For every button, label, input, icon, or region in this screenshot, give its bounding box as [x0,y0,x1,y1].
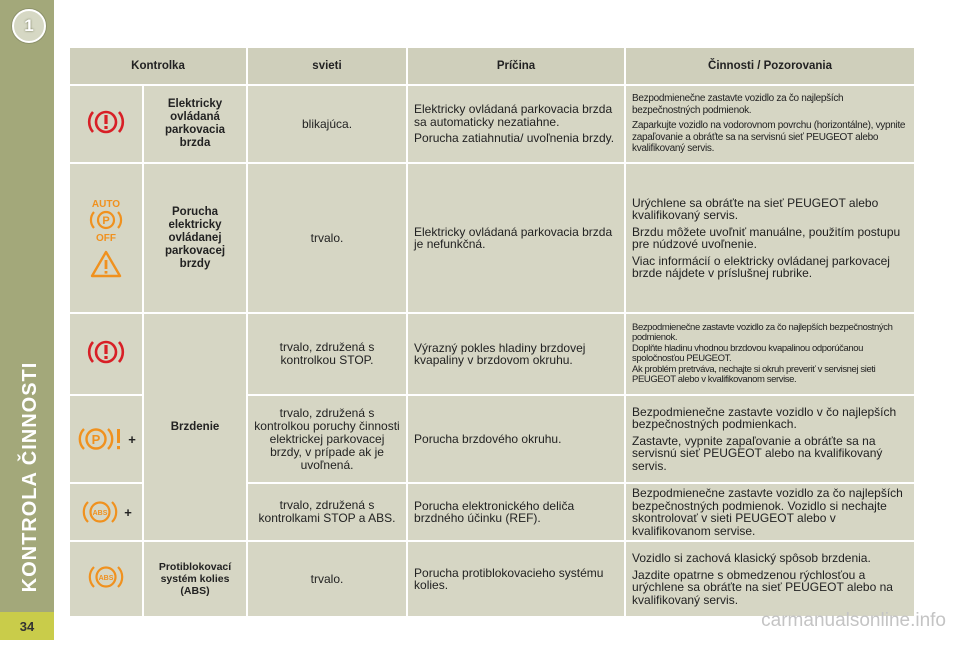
row-pricina [407,395,625,483]
watermark: carmanualsonline.info [761,610,946,631]
row-pricina [407,483,625,541]
header-cinnosti: Činnosti / Pozorovania [625,47,915,85]
page-number: 34 [0,612,54,640]
table-row [69,85,915,163]
cinnosti-text: Viac informácií o elektricky ovládanej parkovacej brzde nájdete v príslušnej rubrike. [632,253,890,280]
header-svieti: svieti [247,47,407,85]
row-svieti: blikajúca. [247,85,407,163]
row-name: Porucha elektricky ovládanej parkovacej brzdy [143,163,247,313]
icon-cell [69,313,143,395]
chapter-title: KONTROLA ČINNOSTI [19,361,41,593]
brake-warning-icon [86,107,126,137]
warning-lights-table [68,46,916,618]
row-svieti: trvalo, združená s kontrolkou poruchy činnosti elektrickej parkovacej brzdy, v prípade ak je uvoľnená. [247,395,407,483]
cinnosti-text: Doplňte hladinu vhodnou brzdovou kvapalinou odporúčanou spoločnosťou PEUGEOT. [632,342,864,364]
table-row [69,163,915,313]
svg-text:P: P [91,432,101,447]
header-kontrolka: Kontrolka [69,47,247,85]
row-svieti: trvalo. [247,163,407,313]
auto-label: AUTO [91,199,121,210]
icon-cell [69,395,143,483]
row-pricina [407,313,625,395]
cinnosti-text: Bezpodmienečne zastavte vozidlo za čo najlepších bezpečnostných podmienok. [632,93,844,116]
abs-icon [80,497,120,527]
pricina-text: Porucha protiblokovacieho systému kolies. [414,565,604,592]
cinnosti-text: Ak problém pretrváva, nechajte si okruh preveriť v servisnej sieti PEUGEOT alebo v kvalifikovanom servise. [632,363,876,385]
abs-label: ABS [98,574,114,582]
icon-cell [69,163,143,313]
pricina-text: Porucha elektronického deliča brzdného účinku (REF). [414,498,575,525]
plus-sign: + [128,431,136,447]
table-row [69,313,915,395]
header-pricina: Príčina [407,47,625,85]
row-pricina [407,163,625,313]
cinnosti-text: Urýchlene sa obráťte na sieť PEUGEOT alebo kvalifikovaný servis. [632,195,879,222]
sidebar [0,0,54,640]
abs-icon [86,562,126,592]
row-svieti: trvalo. [247,541,407,617]
cinnosti-text: Zaparkujte vozidlo na vodorovnom povrchu (horizontálne), vypnite zapaľovanie a obráťte sa na servisnú sieť PEUGEOT alebo kvalifikovaný servis. [632,120,906,155]
cinnosti-text: Brzdu môžete uvoľniť manuálne, použitím postupu pre núdzové uvoľnenie. [632,224,901,251]
abs-label: ABS [92,510,108,517]
parking-brake-fault-icon [76,424,124,454]
icon-cell [69,85,143,163]
row-name: Protiblokovací systém kolies (ABS) [143,541,247,617]
cinnosti-text: Vozidlo si zachová klasický spôsob brzdenia. [632,551,871,565]
row-cinnosti [625,85,915,163]
cinnosti-text: Jazdite opatrne s obmedzenou rýchlosťou a urýchlene sa obráťte na sieť PEUGEOT alebo na kvalifikovaný servis. [632,567,893,607]
cinnosti-text: Bezpodmienečne zastavte vozidlo v čo najlepších bezpečnostných podmienkach. [632,404,897,432]
warning-triangle-icon [89,249,123,279]
table-header-row [69,47,915,85]
row-svieti: trvalo, združená s kontrolkou STOP. [247,313,407,395]
row-pricina [407,85,625,163]
icon-cell [69,483,143,541]
row-cinnosti [625,163,915,313]
row-pricina [407,541,625,617]
pricina-text: Porucha zatiahnutia/ uvoľnenia brzdy. [414,131,615,146]
plus-sign: + [124,504,132,520]
row-cinnosti [625,541,915,617]
auto-p-off-icon [84,197,128,243]
table-row [69,541,915,617]
icon-cell [69,541,143,617]
row-cinnosti [625,313,915,395]
row-svieti: trvalo, združená s kontrolkami STOP a ABS. [247,483,407,541]
row-name: Brzdenie [143,313,247,541]
pricina-text: Porucha brzdového okruhu. [414,431,562,446]
svg-text:P: P [102,215,110,227]
off-label: OFF [96,233,116,243]
pricina-text: Výrazný pokles hladiny brzdovej kvapaliny v brzdovom okruhu. [414,340,586,367]
pricina-text: Elektricky ovládaná parkovacia brzda sa automaticky nezatiahne. [414,102,613,129]
cinnosti-text: Bezpodmienečne zastavte vozidlo za čo najlepších bezpečnostných podmienok. [632,321,893,343]
cinnosti-text: Bezpodmienečne zastavte vozidlo za čo najlepších bezpečnostných podmienok. Vozidlo si nechajte skontrolovať v sieti PEUGEOT alebo v kvalifikovanom servise. [632,486,903,538]
cinnosti-text: Zastavte, vypnite zapaľovanie a obráťte sa na servisnú sieť PEUGEOT alebo na kvalifikovaný servis. [632,433,883,473]
brake-warning-icon [86,337,126,367]
pricina-text: Elektricky ovládaná parkovacia brzda je nefunkčná. [414,224,613,251]
row-name: Elektricky ovládaná parkovacia brzda [143,85,247,163]
row-cinnosti [625,483,915,541]
chapter-number-badge: 1 [12,9,46,43]
row-cinnosti [625,395,915,483]
